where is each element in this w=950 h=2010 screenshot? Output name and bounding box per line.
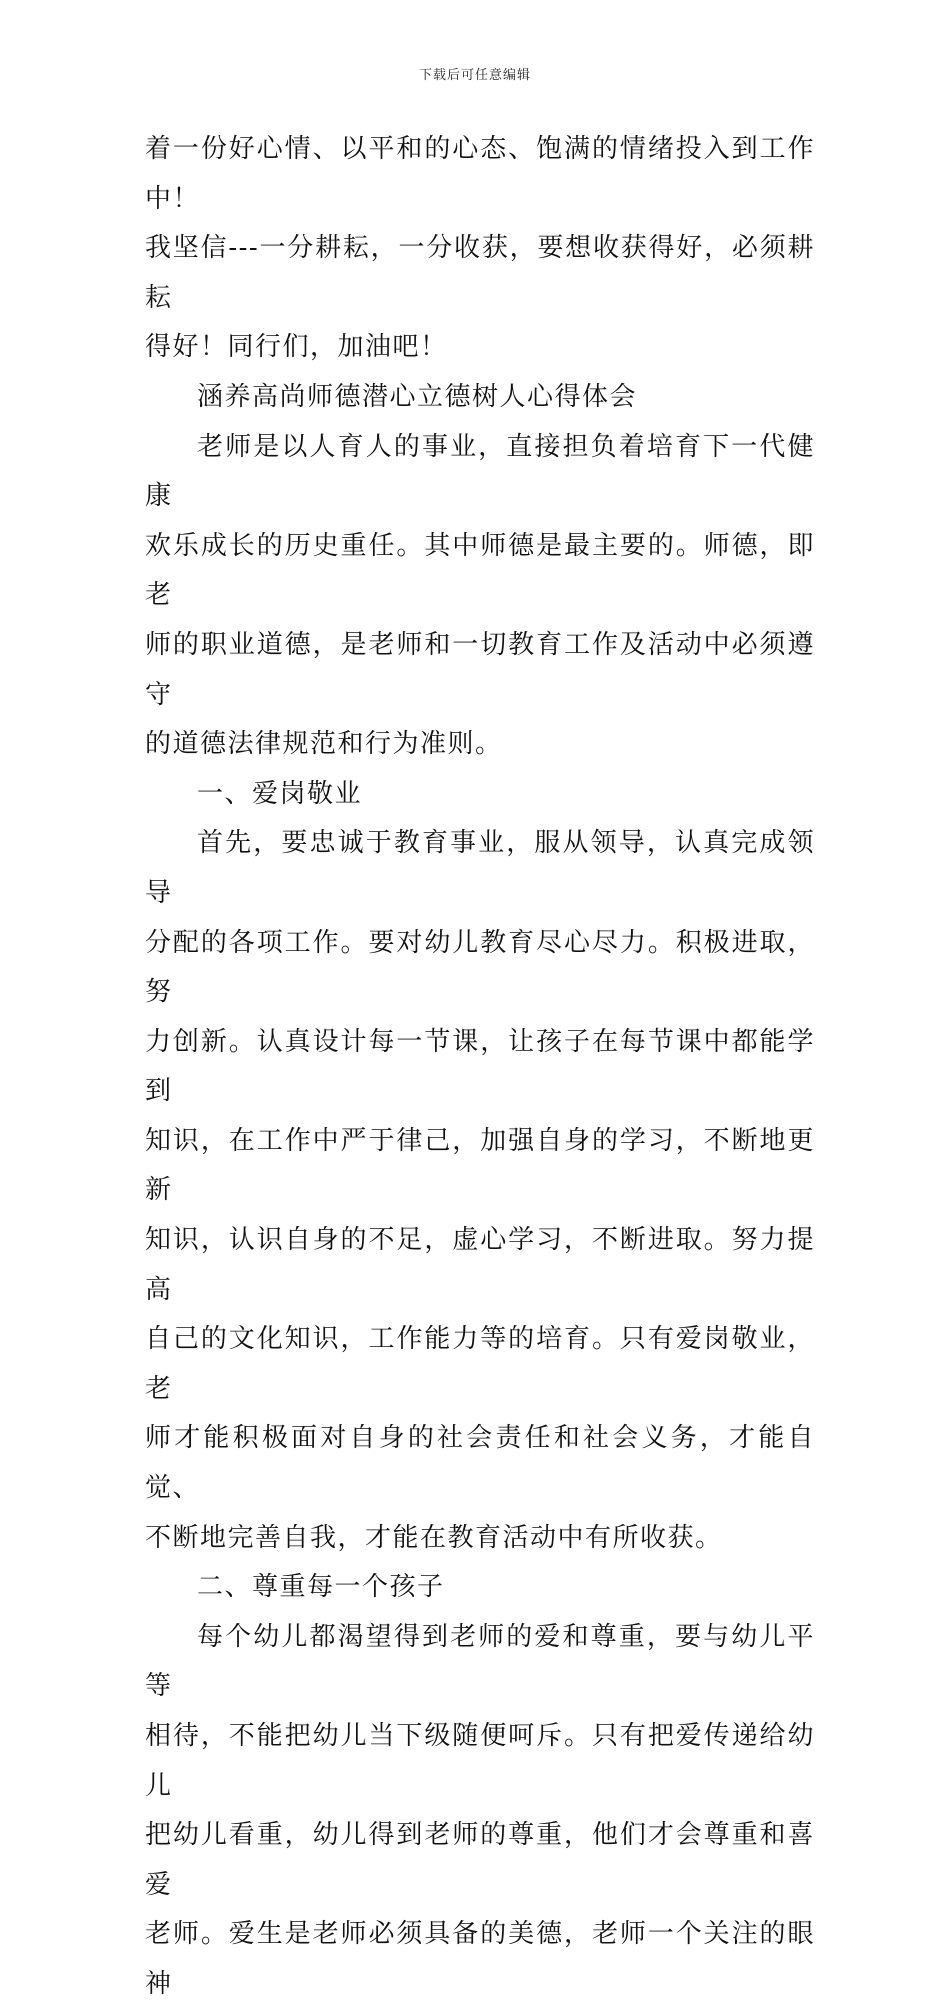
text-line: 的道德法律规范和行为准则。 <box>145 729 503 760</box>
text-line: 一、爱岗敬业 <box>197 778 363 809</box>
page-header-note: 下载后可任意编辑 <box>418 68 531 83</box>
text-line: 涵养高尚师德潜心立德树人心得体会 <box>197 381 638 412</box>
text-line: 知识，认识自身的不足，虚心学习，不断进取。努力提高 <box>145 1225 815 1305</box>
text-line: 知识，在工作中严于律己，加强自身的学习，不断地更新 <box>145 1125 815 1206</box>
text-line: 二、尊重每一个孩子 <box>197 1572 445 1603</box>
text-line: 师才能积极面对自身的社会责任和社会义务，才能自觉、 <box>145 1423 815 1504</box>
text-line: 力创新。认真设计每一节课，让孩子在每节课中都能学到 <box>145 1026 815 1107</box>
text-line: 着一份好心情、以平和的心态、饱满的情绪投入到工作中！ <box>145 134 815 214</box>
text-line: 自己的文化知识，工作能力等的培育。只有爱岗敬业，老 <box>145 1324 815 1404</box>
text-line: 每个幼儿都渴望得到老师的爱和尊重，要与幼儿平等 <box>145 1621 815 1702</box>
text-line: 得好！同行们，加油吧！ <box>145 332 448 363</box>
text-line: 相待，不能把幼儿当下级随便呵斥。只有把爱传递给幼儿 <box>145 1721 815 1801</box>
text-line: 欢乐成长的历史重任。其中师德是最主要的。师德，即老 <box>145 530 815 611</box>
text-line: 分配的各项工作。要对幼儿教育尽心尽力。积极进取，努 <box>145 927 815 1008</box>
text-line: 首先，要忠诚于教育事业，服从领导，认真完成领导 <box>145 828 815 908</box>
document-body <box>145 125 815 2010</box>
text-line: 把幼儿看重，幼儿得到老师的尊重，他们才会尊重和喜爱 <box>145 1820 815 1900</box>
text-line: 老师。爱生是老师必须具备的美德，老师一个关注的眼神 <box>145 1919 815 1999</box>
text-line: 师的职业道德，是老师和一切教育工作及活动中必须遵守 <box>145 629 815 710</box>
text-line: 不断地完善自我，才能在教育活动中有所收获。 <box>145 1522 723 1553</box>
text-line: 我坚信---一分耕耘，一分收获，要想收获得好，必须耕耘 <box>145 233 815 313</box>
text-line: 老师是以人育人的事业，直接担负着培育下一代健康 <box>145 431 815 512</box>
